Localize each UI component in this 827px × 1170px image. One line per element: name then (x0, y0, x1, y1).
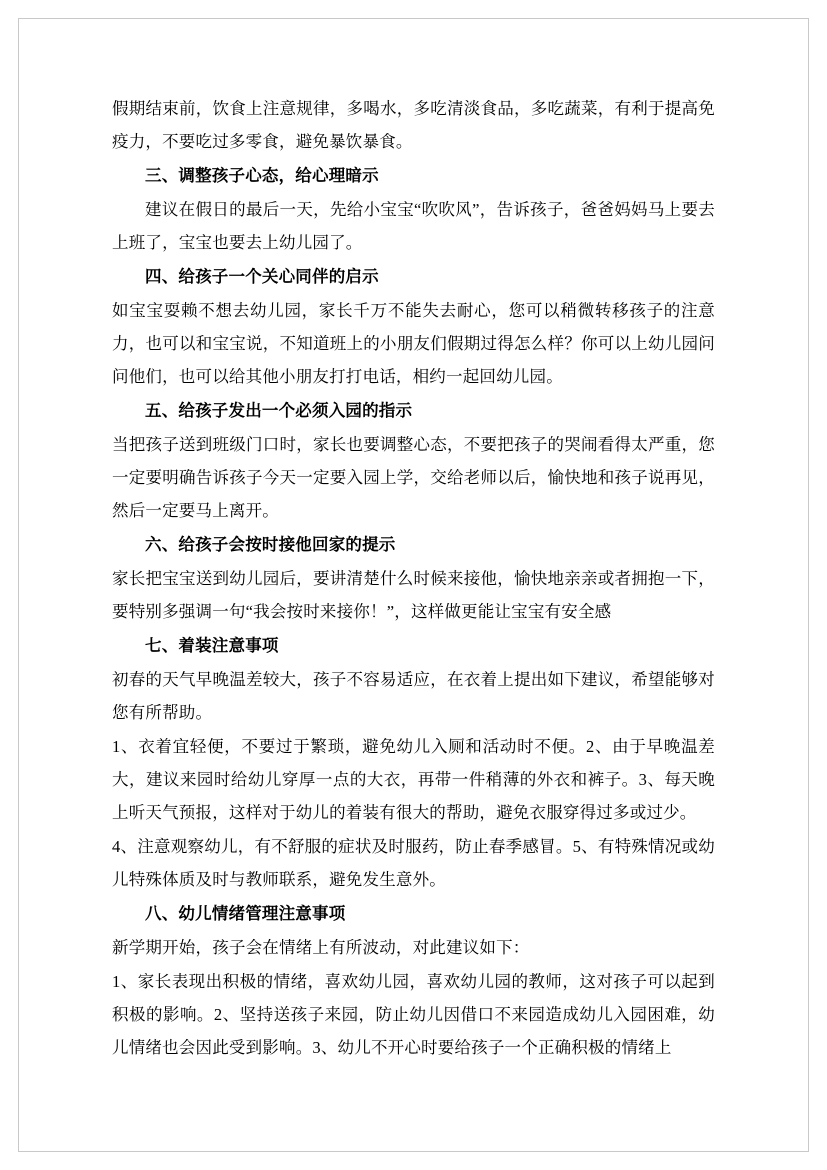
document-body (112, 92, 715, 1064)
section-heading-8: 八、幼儿情绪管理注意事项 (145, 904, 346, 923)
paragraph: 4、注意观察幼儿，有不舒服的症状及时服药，防止春季感冒。5、有特殊情况或幼儿特殊体质及时与教师联系，避免发生意外。 (112, 837, 715, 889)
section-heading-5: 五、给孩子发出一个必须入园的指示 (145, 401, 413, 420)
paragraph: 新学期开始，孩子会在情绪上有所波动，对此建议如下： (112, 938, 530, 957)
paragraph: 如宝宝耍赖不想去幼儿园，家长千万不能失去耐心，您可以稍微转移孩子的注意力，也可以和宝宝说，不知道班上的小朋友们假期过得怎么样？你可以上幼儿园问问他们，也可以给其他小朋友打打电话，相约一起回幼儿园。 (112, 301, 715, 386)
section-heading-3: 三、调整孩子心态，给心理暗示 (145, 166, 379, 185)
paragraph: 建议在假日的最后一天，先给小宝宝“吹吹风”，告诉孩子，爸爸妈妈马上要去上班了，宝宝也要去上幼儿园了。 (112, 200, 715, 252)
paragraph: 当把孩子送到班级门口时，家长也要调整心态，不要把孩子的哭闹看得太严重，您一定要明确告诉孩子今天一定要入园上学，交给老师以后，愉快地和孩子说再见，然后一定要马上离开。 (112, 435, 715, 520)
paragraph: 1、家长表现出积极的情绪，喜欢幼儿园，喜欢幼儿园的教师，这对孩子可以起到积极的影响。2、坚持送孩子来园，防止幼儿因借口不来园造成幼儿入园困难，幼儿情绪也会因此受到影响。3、幼儿不开心时要给孩子一个正确积极的情绪上 (112, 972, 715, 1057)
paragraph: 假期结束前，饮食上注意规律，多喝水，多吃清淡食品，多吃蔬菜，有利于提高免疫力，不要吃过多零食，避免暴饮暴食。 (112, 99, 715, 151)
paragraph: 1、衣着宜轻便，不要过于繁琐，避免幼儿入厕和活动时不便。2、由于早晚温差大，建议来园时给幼儿穿厚一点的大衣，再带一件稍薄的外衣和裤子。3、每天晚上听天气预报，这样对于幼儿的着装有很大的帮助，避免衣服穿得过多或过少。 (112, 737, 715, 822)
section-heading-6: 六、给孩子会按时接他回家的提示 (145, 535, 396, 554)
paragraph: 家长把宝宝送到幼儿园后，要讲清楚什么时候来接他，愉快地亲亲或者拥抱一下，要特别多强调一句“我会按时来接你！”，这样做更能让宝宝有安全感 (112, 569, 715, 621)
section-heading-7: 七、着装注意事项 (145, 636, 279, 655)
paragraph: 初春的天气早晚温差较大，孩子不容易适应，在衣着上提出如下建议，希望能够对您有所帮助。 (112, 670, 715, 722)
section-heading-4: 四、给孩子一个关心同伴的启示 (145, 267, 379, 286)
